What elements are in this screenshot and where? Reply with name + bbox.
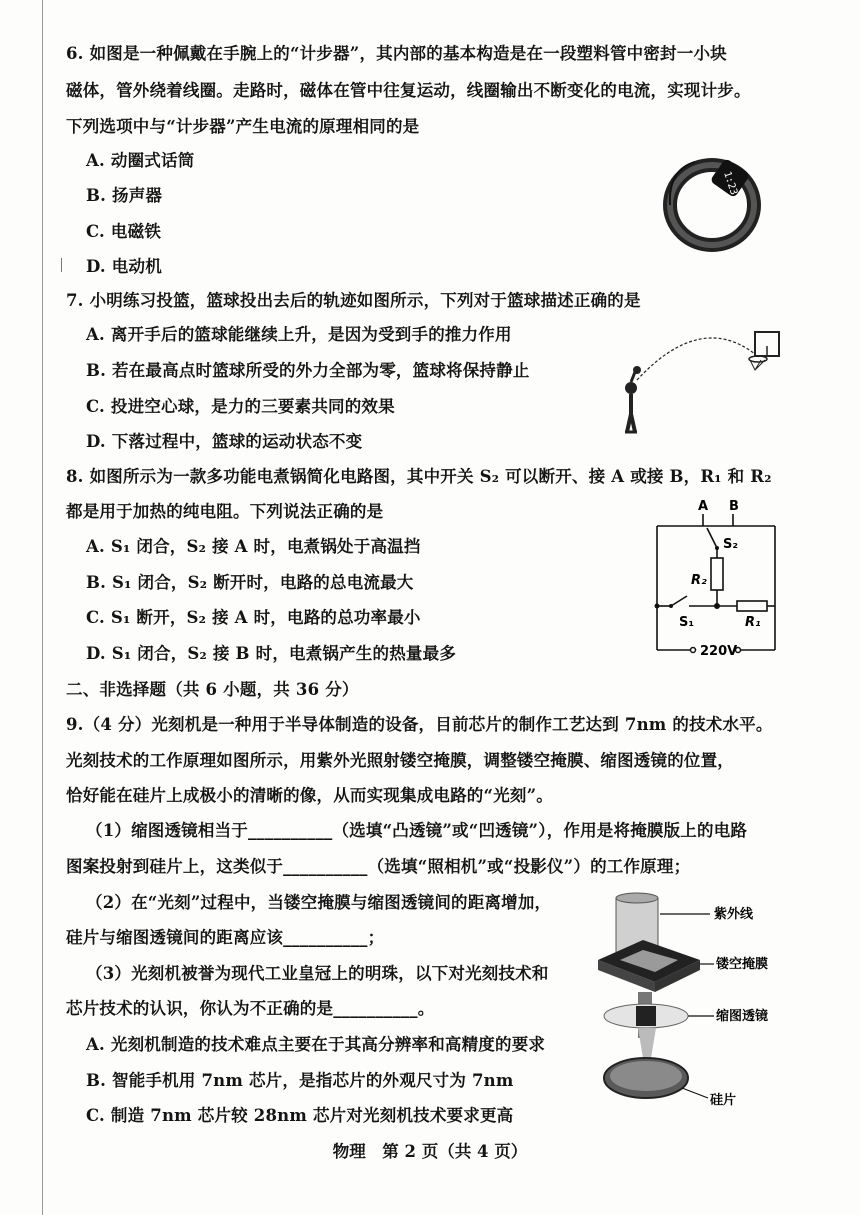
margin-mark	[61, 258, 62, 272]
q8-option-c: C. S₁ 断开，S₂ 接 A 时，电路的总功率最小	[86, 608, 421, 627]
q9-part1-line-1: （1）缩图透镜相当于__________（选填“凸透镜”或“凹透镜”），作用是将掩膜版上的电路	[86, 821, 748, 840]
q7-option-b: B. 若在最高点时篮球所受的外力全部为零，篮球将保持静止	[86, 361, 530, 380]
litho-label-mask: 镂空掩膜	[716, 957, 769, 972]
q6-option-d: D. 电动机	[86, 257, 162, 276]
litho-label-wafer: 硅片	[710, 1093, 737, 1108]
q8-option-d: D. S₁ 闭合，S₂ 接 B 时，电煮锅产生的热量最多	[86, 644, 457, 663]
q7-option-a: A. 离开手后的篮球能继续上升，是因为受到手的推力作用	[86, 325, 512, 344]
q9-part2-line-2: 硅片与缩图透镜间的距离应该__________；	[66, 928, 385, 947]
q6-line-2: 磁体，管外绕着线圈。走路时，磁体在管中往复运动，线圈输出不断变化的电流，实现计步。	[66, 81, 751, 100]
q9-part3-line-1: （3）光刻机被誉为现代工业皇冠上的明珠，以下对光刻技术和	[86, 964, 549, 983]
q6-line-1: 6. 如图是一种佩戴在手腕上的“计步器”，其内部的基本构造是在一段塑料管中密封一小块	[66, 44, 727, 63]
lithography-figure	[598, 888, 803, 1118]
q9-part1-line-2: 图案投射到硅片上，这类似于__________（选填“照相机”或“投影仪”）的工作原理；	[66, 857, 691, 876]
q7-stem: 7. 小明练习投篮，篮球投出去后的轨迹如图所示，下列对于篮球描述正确的是	[66, 291, 641, 310]
q9-option-c: C. 制造 7nm 芯片较 28nm 芯片对光刻机技术要求更高	[86, 1106, 514, 1125]
q6-option-c: C. 电磁铁	[86, 222, 162, 241]
litho-label-uv: 紫外线	[714, 907, 754, 922]
circuit-label-b: B	[729, 499, 739, 514]
q8-option-a: A. S₁ 闭合，S₂ 接 A 时，电煮锅处于高温挡	[86, 537, 421, 556]
q9-line-1: 9.（4 分）光刻机是一种用于半导体制造的设备，目前芯片的制作工艺达到 7nm 的技术水平。	[66, 715, 773, 734]
q9-line-2: 光刻技术的工作原理如图所示，用紫外光照射镂空掩膜，调整镂空掩膜、缩图透镜的位置，	[66, 751, 734, 770]
circuit-label-a: A	[698, 499, 709, 514]
circuit-diagram	[645, 498, 785, 668]
pedometer-figure	[660, 150, 770, 255]
q8-option-b: B. S₁ 闭合，S₂ 断开时，电路的总电流最大	[86, 573, 414, 592]
margin-line	[42, 0, 43, 1215]
q9-line-3: 恰好能在硅片上成极小的清晰的像，从而实现集成电路的“光刻”。	[66, 786, 553, 805]
q9-option-a: A. 光刻机制造的技术难点主要在于其高分辨率和高精度的要求	[86, 1035, 546, 1054]
q7-option-c: C. 投进空心球，是力的三要素共同的效果	[86, 397, 395, 416]
circuit-label-voltage: 220V	[700, 644, 738, 659]
q6-option-a: A. 动圈式话筒	[86, 151, 195, 170]
q9-option-b: B. 智能手机用 7nm 芯片，是指芯片的外观尺寸为 7nm	[86, 1071, 514, 1090]
q8-line-1: 8. 如图所示为一款多功能电煮锅简化电路图，其中开关 S₂ 可以断开、接 A 或接 B，R₁ 和 R₂	[66, 467, 772, 486]
q7-option-d: D. 下落过程中，篮球的运动状态不变	[86, 432, 363, 451]
q9-part3-line-2: 芯片技术的认识，你认为不正确的是__________。	[66, 999, 435, 1018]
page-footer: 物理 第 2 页（共 4 页）	[332, 1142, 528, 1161]
section-2-title: 二、非选择题（共 6 小题，共 36 分）	[66, 680, 359, 699]
pedometer-display-text: 1:23	[721, 170, 740, 197]
q8-line-2: 都是用于加热的纯电阻。下列说法正确的是	[66, 502, 384, 521]
circuit-label-r2: R₂	[691, 573, 707, 588]
circuit-label-s2: S₂	[723, 537, 739, 552]
q6-line-3: 下列选项中与“计步器”产生电流的原理相同的是	[66, 117, 420, 136]
basketball-figure	[615, 322, 785, 447]
circuit-label-r1: R₁	[745, 615, 761, 630]
circuit-label-s1: S₁	[679, 615, 695, 630]
q6-option-b: B. 扬声器	[86, 186, 163, 205]
q9-part2-line-1: （2）在“光刻”过程中，当镂空掩膜与缩图透镜间的距离增加，	[86, 893, 552, 912]
litho-label-lens: 缩图透镜	[716, 1009, 769, 1024]
